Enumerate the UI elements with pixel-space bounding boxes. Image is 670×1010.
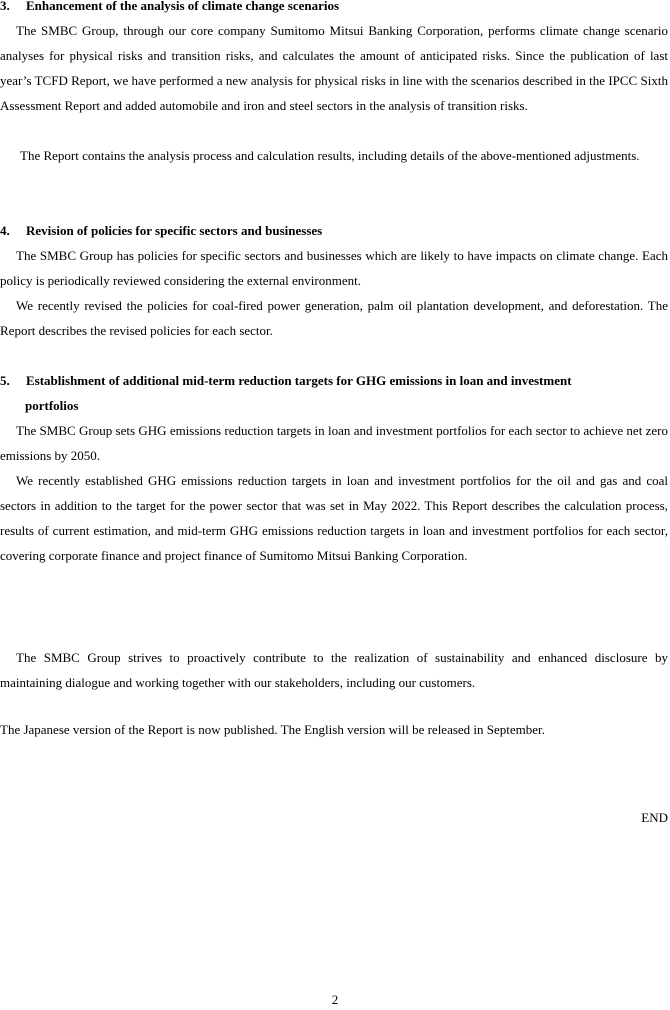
end-mark: END (641, 810, 668, 825)
section-title: Revision of policies for specific sectors and businesses (26, 223, 323, 238)
section-3-heading (0, 0, 670, 18)
section-5-heading (0, 368, 670, 418)
section-number: 4. (0, 223, 10, 238)
section-5-paragraph-2: We recently established GHG emissions reduction targets in loan and investment portfolios for the oil and gas and coal sectors in addition to the target for the power sector that was set in May 2022. This Report describes the calculation process, results of current estimation, and mid-term GHG emissions reduction targets in loan and investment portfolios for each sector, covering corporate finance and project finance of Sumitomo Mitsui Banking Corporation. (0, 473, 668, 563)
section-3-paragraph-1: The SMBC Group, through our core company Sumitomo Mitsui Banking Corporation, performs climate change scenario analyses for physical risks and transition risks, and calculates the amount of anticipated risks. Since the publication of last year’s TCFD Report, we have performed a new analysis for physical risks in line with the scenarios described in the IPCC Sixth Assessment Report and added automobile and iron and steel sectors in the analysis of transition risks. (0, 23, 668, 113)
section-title-line-1: Establishment of additional mid-term reduction targets for GHG emissions in loan and investment (26, 373, 572, 388)
section-5-paragraph-1: The SMBC Group sets GHG emissions reduction targets in loan and investment portfolios for each sector to achieve net zero emissions by 2050. (0, 423, 668, 463)
release-note: The Japanese version of the Report is now published. The English version will be released in September. (0, 722, 545, 737)
section-4-paragraph-2: We recently revised the policies for coal-fired power generation, palm oil plantation development, and deforestation. The Report describes the revised policies for each sector. (0, 298, 668, 338)
section-3-paragraph-2: The Report contains the analysis process and calculation results, including details of the above-mentioned adjustments. (20, 148, 640, 163)
section-title: Enhancement of the analysis of climate change scenarios (26, 0, 340, 13)
section-number: 3. (0, 0, 10, 13)
closing-paragraph: The SMBC Group strives to proactively contribute to the realization of sustainability and enhanced disclosure by maintaining dialogue and working together with our stakeholders, including our customers. (0, 650, 668, 690)
section-4-paragraph-1: The SMBC Group has policies for specific sectors and businesses which are likely to have impacts on climate change. Each policy is periodically reviewed considering the external environment. (0, 248, 668, 288)
section-title-line-2: portfolios (25, 398, 79, 413)
section-4-heading (0, 218, 670, 243)
section-number: 5. (0, 373, 10, 388)
page-number: 2 (331, 992, 339, 1007)
